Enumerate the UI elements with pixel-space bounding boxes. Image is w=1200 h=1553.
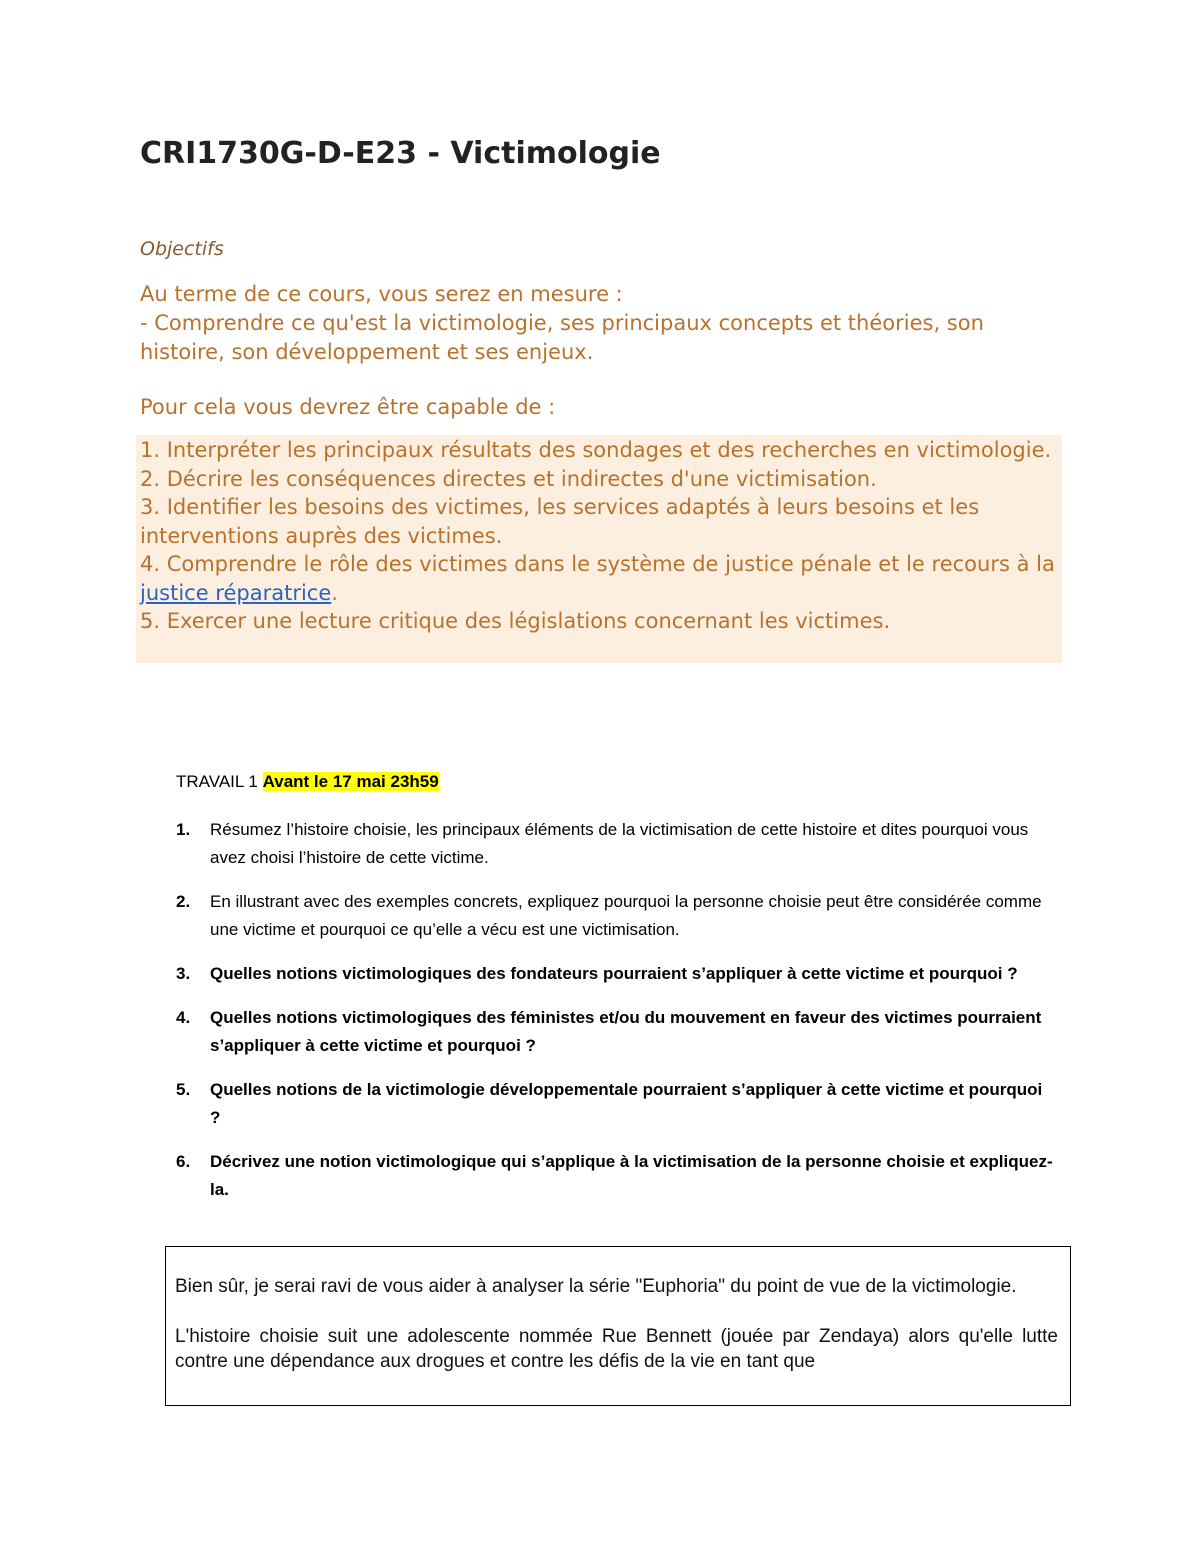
question-item-3	[176, 960, 1056, 988]
goal-item-3: 3. Identifier les besoins des victimes, les services adaptés à leurs besoins et les interventions auprès des victimes.	[140, 495, 980, 548]
page-title: CRI1730G-D-E23 - Victimologie	[140, 136, 661, 171]
question-item-5	[176, 1076, 1056, 1132]
question-text: Résumez l’histoire choisie, les principaux éléments de la victimisation de cette histoire et dites pourquoi vous avez choisi l’histoire de cette victime.	[210, 820, 1029, 867]
question-text: Quelles notions de la victimologie développementale pourraient s’appliquer à cette victime et pourquoi ?	[210, 1080, 1043, 1127]
answer-paragraph-2: L'histoire choisie suit une adolescente nommée Rue Bennett (jouée par Zendaya) alors qu'elle lutte contre une dépendance aux drogues et contre les défis de la vie en tant que	[175, 1326, 1058, 1372]
travail-label: TRAVAIL 1	[176, 772, 263, 791]
deadline-highlight: Avant le 17 mai 23h59	[262, 772, 439, 791]
question-text: Décrivez une notion victimologique qui s’applique à la victimisation de la personne choisie et expliquez-la.	[210, 1152, 1053, 1199]
question-item-2	[176, 888, 1056, 944]
goal-item-5: 5. Exercer une lecture critique des législations concernant les victimes.	[140, 609, 891, 633]
question-number: 4.	[176, 1008, 191, 1027]
goal-item-2: 2. Décrire les conséquences directes et indirectes d'une victimisation.	[140, 466, 877, 491]
goals-block	[136, 435, 1062, 663]
goal-item-1: 1. Interpréter les principaux résultats des sondages et des recherches en victimologie.	[140, 438, 1052, 462]
question-number: 3.	[176, 964, 191, 983]
question-text: En illustrant avec des exemples concrets, expliquez pourquoi la personne choisie peut être considérée comme une victime et pourquoi ce qu’elle a vécu est une victimisation.	[210, 892, 1042, 939]
question-number: 6.	[176, 1152, 191, 1171]
travail-section	[176, 770, 1056, 1220]
question-list	[176, 816, 1056, 1204]
intro-block	[140, 280, 1070, 367]
intro-line: Au terme de ce cours, vous serez en mesure :	[140, 282, 623, 306]
justice-reparatrice-link[interactable]: justice réparatrice	[140, 580, 332, 605]
goal-item-4-prefix: 4. Comprendre le rôle des victimes dans le système de justice pénale et le recours à la	[140, 552, 1055, 576]
intro-item: - Comprendre ce qu'est la victimologie, ses principaux concepts et théories, son histoire, son développement et ses enjeux.	[140, 311, 984, 364]
answer-box	[165, 1246, 1071, 1406]
travail-heading	[176, 770, 1056, 794]
question-item-6	[176, 1148, 1056, 1204]
capable-line: Pour cela vous devrez être capable de :	[140, 395, 556, 419]
question-text: Quelles notions victimologiques des fondateurs pourraient s’appliquer à cette victime et pourquoi ?	[210, 964, 1018, 983]
question-number: 5.	[176, 1080, 191, 1099]
question-text: Quelles notions victimologiques des féministes et/ou du mouvement en faveur des victimes pourraient s’appliquer à cette victime et pourquoi ?	[210, 1008, 1042, 1055]
question-item-1	[176, 816, 1056, 872]
answer-paragraph-1: Bien sûr, je serai ravi de vous aider à analyser la série "Euphoria" du point de vue de la victimologie.	[175, 1276, 1017, 1297]
question-item-4	[176, 1004, 1056, 1060]
question-number: 2.	[176, 892, 191, 911]
goal-item-4-suffix: .	[331, 580, 338, 605]
objectives-label: Objectifs	[140, 238, 224, 260]
question-number: 1.	[176, 820, 191, 839]
goal-item-4	[140, 550, 1058, 607]
